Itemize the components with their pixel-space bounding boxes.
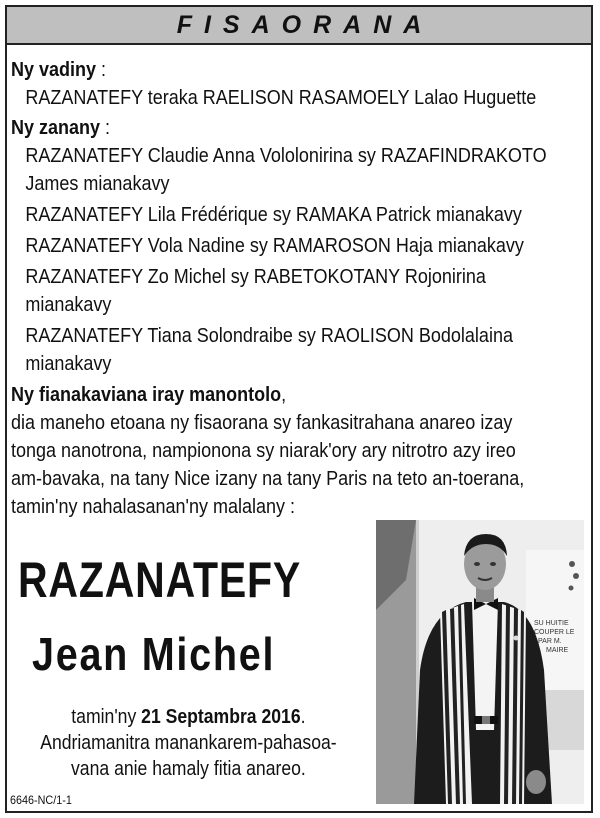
- child-entry-1-line-1: RAZANATEFY Claudie Anna Vololonirina sy RAZAFINDRAKOTO: [25, 145, 547, 167]
- child-entry-4-line-1: RAZANATEFY Zo Michel sy RABETOKOTANY Rojonirina: [25, 266, 486, 288]
- spouse-separator: :: [96, 59, 107, 81]
- notice-title: FISAORANA: [176, 10, 434, 39]
- child-entry-4-line-2: mianakavy: [25, 294, 112, 316]
- spouse-name: RAZANATEFY teraka RAELISON RASAMOELY Lalao Huguette: [25, 87, 537, 109]
- sign-text-3: PAR M.: [538, 638, 562, 645]
- spouse-section: [11, 56, 531, 84]
- children-list: [11, 142, 600, 378]
- closing-text: [8, 704, 368, 782]
- closing-inner: [40, 704, 336, 782]
- child-entry-3: [25, 232, 600, 260]
- child-entry-1: [25, 142, 600, 198]
- notice-body: [11, 56, 547, 521]
- death-date-prefix: tamin'ny: [70, 706, 141, 728]
- family-message-line-2: tonga nanotrona, nampionona sy niarak'ory ary nitrotro azy ireo: [11, 440, 516, 462]
- children-label: Ny zanany: [11, 117, 101, 139]
- family-message-line-1: dia maneho etoana ny fisaorana sy fankasitrahana anareo izay: [11, 412, 513, 434]
- death-date: 21 Septambra 2016: [140, 706, 301, 728]
- family-message: [11, 409, 587, 521]
- reference-code: 6646-NC/1-1: [10, 793, 72, 807]
- child-entry-5: [25, 322, 600, 378]
- spouse-label: Ny vadiny: [11, 59, 97, 81]
- family-message-line-4: tamin'ny nahalasanan'ny malalany :: [11, 496, 296, 518]
- child-entry-3-line-1: RAZANATEFY Vola Nadine sy RAMAROSON Haja mianakavy: [25, 235, 524, 257]
- family-comma: ,: [281, 384, 287, 406]
- child-entry-5-line-1: RAZANATEFY Tiana Solondraibe sy RAOLISON Bodolalaina: [25, 325, 513, 347]
- child-entry-5-line-2: mianakavy: [25, 353, 112, 375]
- child-entry-2: [25, 201, 600, 229]
- children-separator: :: [100, 117, 111, 139]
- family-section: [11, 381, 531, 409]
- sign-text-1: SU HUITIE: [534, 620, 569, 627]
- family-label: Ny fianakaviana iray manontolo: [11, 384, 282, 406]
- child-entry-1-line-2: James mianakavy: [25, 173, 170, 195]
- death-date-line: [40, 704, 336, 730]
- deceased-given-names: Jean Michel: [32, 628, 276, 680]
- child-entry-4: [25, 263, 600, 319]
- notice-header: [7, 7, 591, 45]
- blessing-line-1: Andriamanitra manankarem-pahasoa-: [39, 732, 337, 754]
- portrait-photo: [376, 520, 584, 804]
- sign-text-4: MAIRE: [546, 647, 569, 654]
- deceased-surname: RAZANATEFY: [18, 552, 302, 608]
- sign-text-2: COUPER LE: [534, 629, 575, 636]
- blessing-line-2: vana anie hamaly fitia anareo.: [70, 758, 306, 780]
- children-section: [11, 114, 531, 142]
- death-date-suffix: .: [300, 706, 306, 728]
- portrait-illustration: [376, 520, 584, 804]
- family-message-line-3: am-bavaka, na tany Nice izany na tany Paris na teto an-toerana,: [11, 468, 525, 490]
- child-entry-2-line-1: RAZANATEFY Lila Frédérique sy RAMAKA Patrick mianakavy: [25, 204, 522, 226]
